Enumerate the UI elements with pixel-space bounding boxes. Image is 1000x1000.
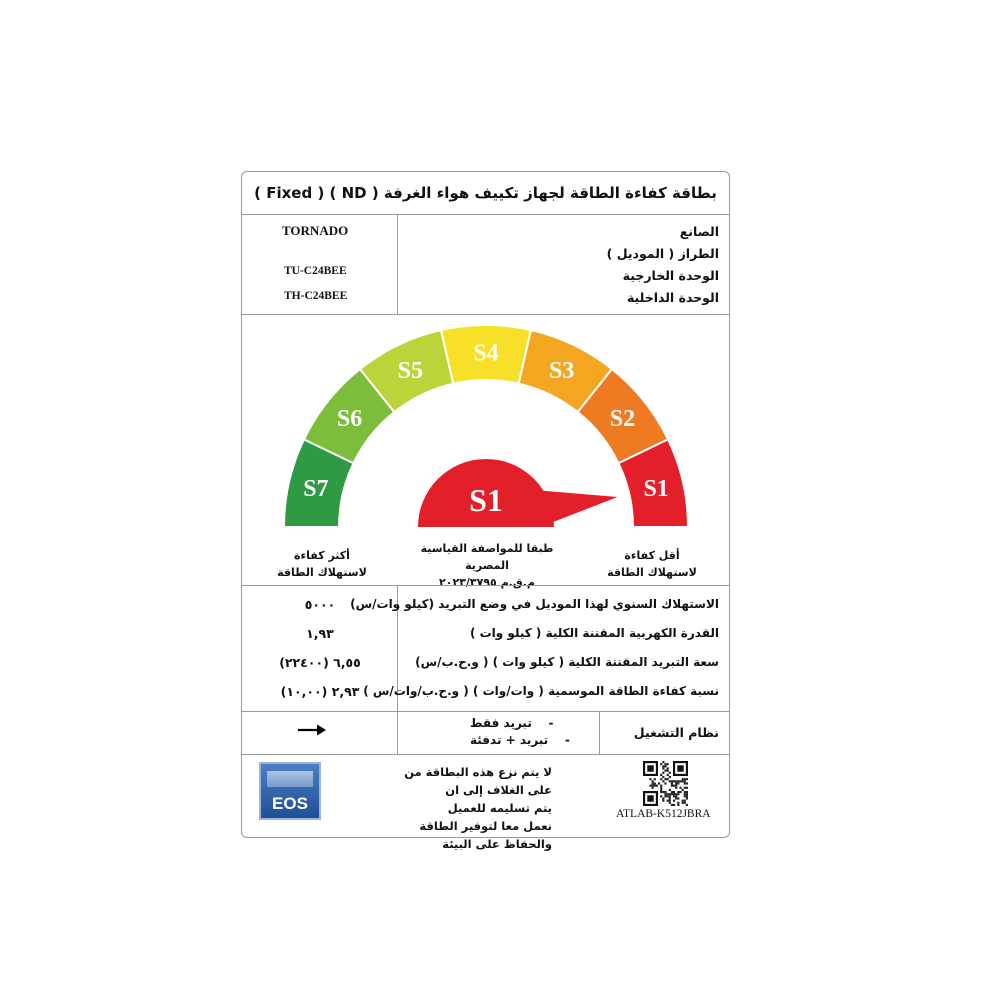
gauge-segment-label: S7 [303,476,329,503]
divider [599,711,600,754]
manufacturer-field-label: الصانع [679,224,719,239]
eos-logo-text: EOS [272,794,308,813]
mode-option-cooling-only [470,716,554,730]
gauge-segment-label: S6 [336,406,363,433]
label-notice [382,763,552,853]
eos-logo [259,762,321,820]
indoor-unit-field-label: الوحدة الداخلية [626,290,719,305]
mode-option-bullet: - [564,733,570,747]
operation-mode-row [242,711,729,754]
cooling-capacity-label: سعة التبريد المقننة الكلية ( كيلو وات ) ( و.ح.ب/س) [415,655,719,669]
standard-note-code: م.ق.م ٢٠٢٣/٣٧٩٥ [439,576,535,589]
indoor-unit-value: TH-C24BEE [284,290,348,302]
gauge-pointer-needle [539,490,618,522]
mode-option-text: تبريد + تدفئة [470,733,549,747]
gauge-segment-label: S2 [609,406,636,433]
divider [397,711,398,754]
least-efficient-note [607,547,697,581]
mode-option-text: تبريد فقط [470,716,532,730]
manufacturer-value: TORNADO [282,223,349,238]
notice-line: لا يتم نزع هذه البطاقة من على الغلاف إلى ان [404,765,552,797]
cooling-capacity-value: ٦,٥٥ (٢٢٤٠٠) [279,655,361,670]
divider [397,214,398,314]
least-efficient-note-line: لاستهلاك الطاقة [607,566,697,579]
notice-line: نعمل معا لتوفير الطاقة والحفاظ على البيئة [419,819,552,851]
label-code: ATLAB-K512JBRA [616,808,711,820]
operation-mode-label: نظام التشغيل [633,725,719,740]
notice-line: يتم تسليمه للعميل [447,801,552,815]
rated-power-label: القدرة الكهربية المقننة الكلية ( كيلو وات ) [469,626,719,640]
most-efficient-note-line: أكثر كفاءة [294,549,350,562]
label-title [242,172,729,214]
divider [242,754,729,755]
annual-consumption-label: الاستهلاك السنوي لهذا الموديل في وضع التبريد (كيلو وات/س) [350,597,719,611]
annual-consumption-value: ٥٠٠٠ [304,597,336,612]
arrow-right-icon [297,723,327,737]
gauge-segment-label: S3 [549,357,575,384]
efficiency-gauge-graphic [242,317,731,557]
model-field-label: الطراز ( الموديل ) [606,246,719,261]
seer-value: ٢,٩٣ (١٠,٠٠) [280,684,360,699]
standard-note-line: طبقا للمواصفة القياسية المصرية [420,542,554,572]
gauge-segment-label: S5 [397,357,423,384]
outdoor-unit-value: TU-C24BEE [284,265,347,277]
least-efficient-note-line: أقل كفاءة [624,549,680,562]
efficiency-gauge [242,317,731,557]
standard-note [397,540,577,591]
qr-code-icon [643,761,688,806]
eos-logo-shine [267,771,313,787]
outdoor-unit-field-label: الوحدة الخارجية [622,268,719,283]
most-efficient-note [277,547,367,581]
mode-option-cooling-heating [470,733,570,747]
mode-option-bullet: - [548,716,554,730]
product-info [242,214,729,314]
rated-power-value: ١,٩٣ [306,626,334,641]
rated-class-label: S1 [469,482,503,518]
technical-specs [242,585,729,711]
divider [242,314,729,315]
seer-label: نسبة كفاءة الطاقة الموسمية ( وات/وات ) ( و.ح.ب/وات/س ) [363,684,719,698]
label-title-text: بطاقة كفاءة الطاقة لجهاز تكييف هواء الغرفة ( ND ) ( Fixed ) [254,184,717,202]
most-efficient-note-line: لاستهلاك الطاقة [277,566,367,579]
gauge-segment-label: S4 [473,340,499,367]
energy-label [241,171,730,851]
gauge-segment-label: S1 [643,476,669,503]
